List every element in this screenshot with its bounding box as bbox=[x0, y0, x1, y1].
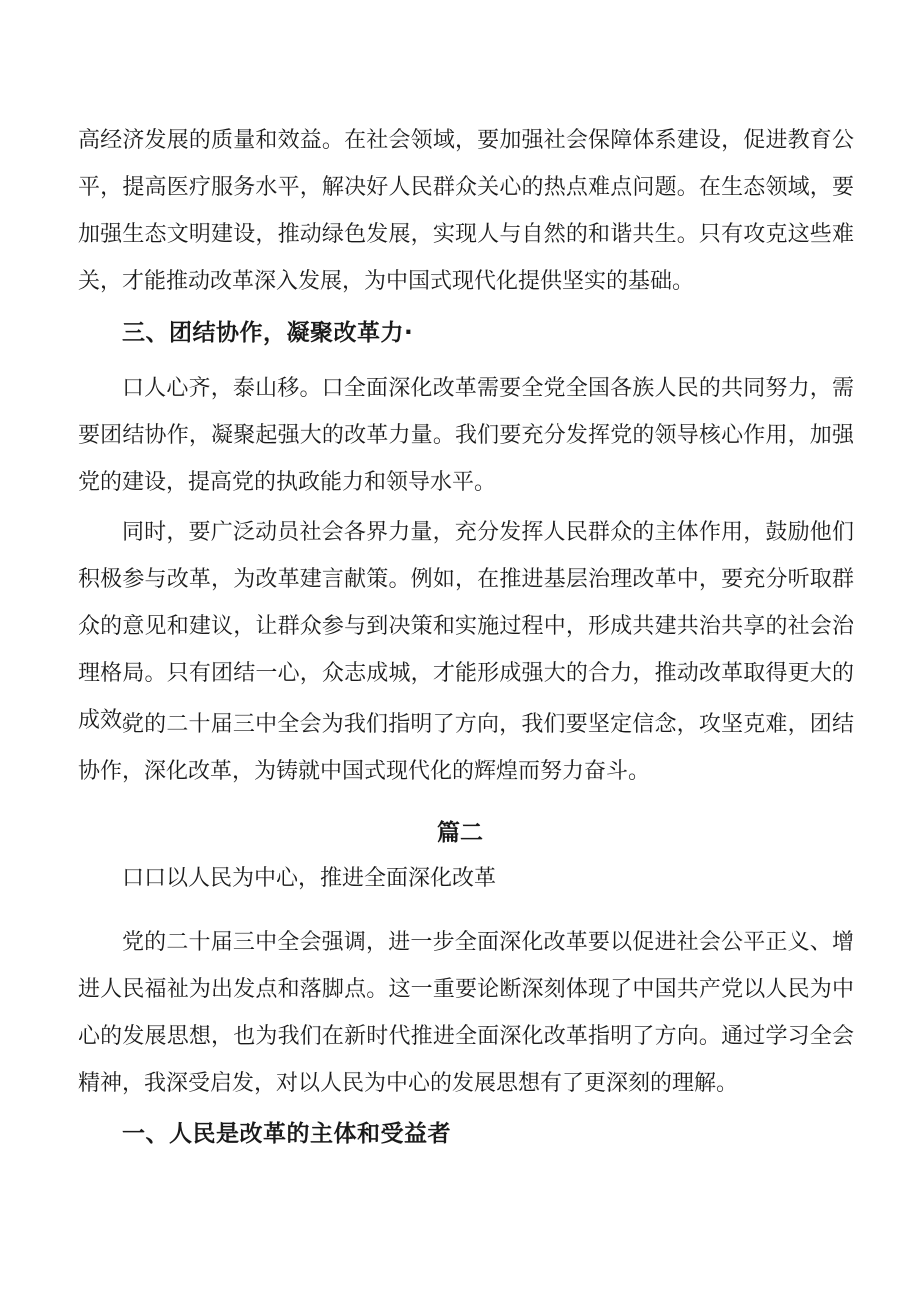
paragraph-mobilize: 同时，要广泛动员社会各界力量，充分发挥人民群众的主体作用，鼓励他们积极参与改革，为改革建言献策。例如，在推进基层治理改革中，要充分听取群众的意见和建议，让群众参与到决策和实施过程中，形成共建共治共享的社会治理格局。只有团结一心，众志成城，才能形成强大的合力，推动改革取得更大的成效。 bbox=[78, 520, 854, 733]
paragraph-continuation: 高经济发展的质量和效益。在社会领域，要加强社会保障体系建设，促进教育公平，提高医疗服务水平，解决好人民群众关心的热点难点问题。在生态领域，要加强生态文明建设，推动绿色发展，实现人与自然的和谐共生。只有攻克这些难关，才能推动改革深入发展，为中国式现代化提供坚实的基础。 bbox=[78, 128, 854, 294]
paragraph-people-centered: 党的二十届三中全会强调，进一步全面深化改革要以促进社会公平正义、增进人民福祉为出发点和落脚点。这一重要论断深刻体现了中国共产党以人民为中心的发展思想，也为我们在新时代推进全面深化改革指明了方向。通过学习全会精神，我深受启发，对以人民为中心的发展思想有了更深刻的理解。 bbox=[78, 930, 854, 1096]
section-heading-three: 三、团结协作，凝聚改革力· bbox=[122, 320, 414, 346]
section-heading-one: 一、人民是改革的主体和受益者 bbox=[122, 1121, 451, 1147]
chapter-title-two: 篇二 bbox=[437, 819, 483, 846]
paragraph-unity: 口人心齐，泰山移。口全面深化改革需要全党全国各族人民的共同努力，需要团结协作，凝聚起强大的改革力量。我们要充分发挥党的领导核心作用，加强党的建设，提高党的执政能力和领导水平。 bbox=[78, 376, 854, 495]
chapter-subtitle: 口口以人民为中心，推进全面深化改革 bbox=[122, 866, 497, 891]
paragraph-conclusion: 党的二十届三中全会为我们指明了方向，我们要坚定信念，攻坚克难，团结协作，深化改革，为铸就中国式现代化的辉煌而努力奋斗。 bbox=[78, 712, 854, 784]
